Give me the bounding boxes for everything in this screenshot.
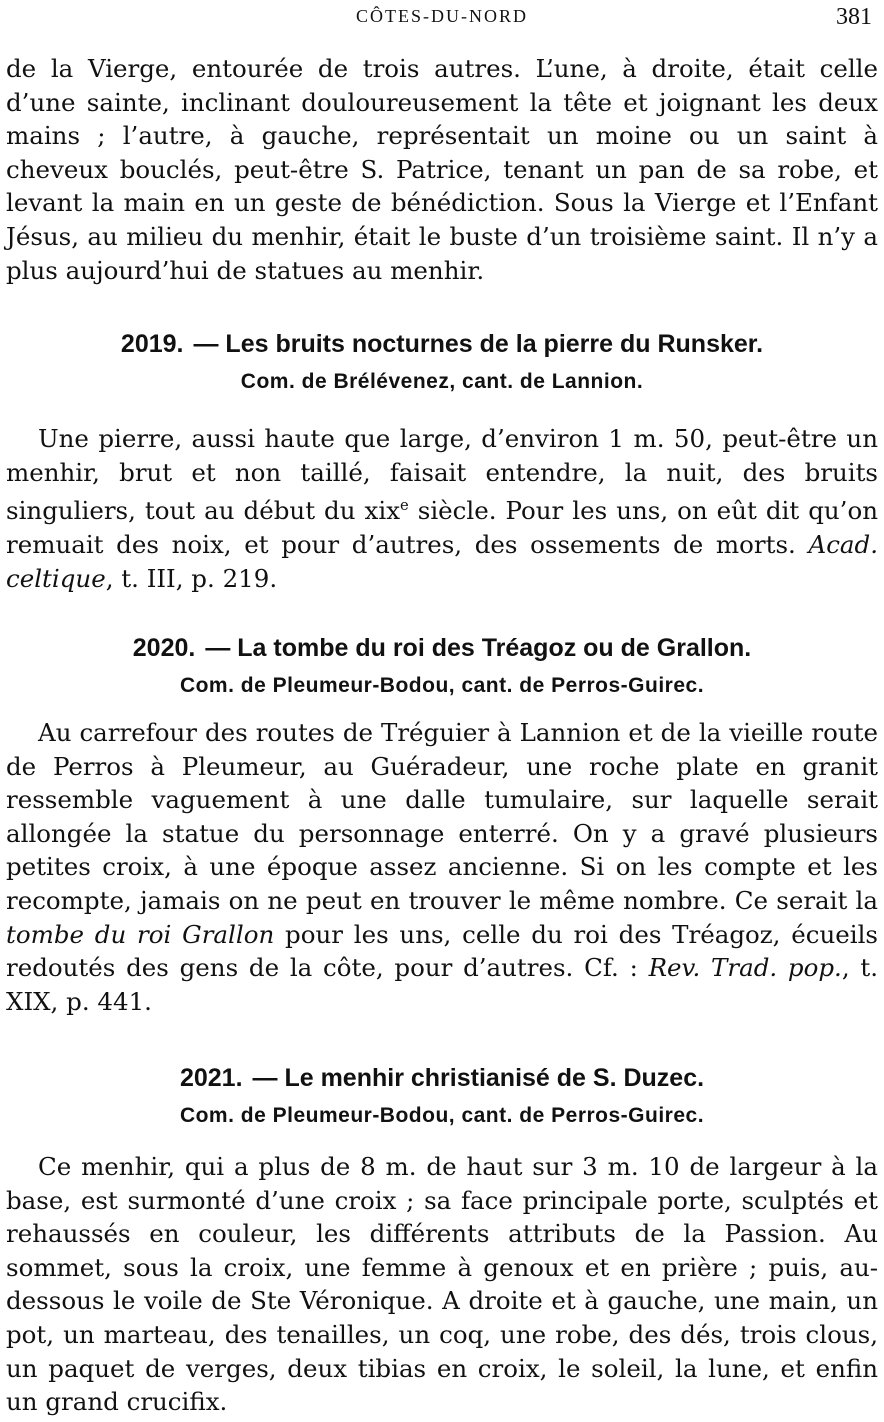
running-head <box>0 4 884 28</box>
section-2019-reference-title: Acad. celtique <box>6 529 878 593</box>
section-2021-heading: — Le menhir christianisé de S. Duzec. <box>252 1064 705 1092</box>
section-2019-reference-tail: , t. III, p. 219. <box>105 563 278 593</box>
section-2019-number: 2019. <box>120 330 184 358</box>
section-2019-heading: — Les bruits nocturnes de la pierre du Runsker. <box>193 330 764 358</box>
page-number: 381 <box>836 4 872 30</box>
section-2020-body-start: Au carrefour des routes de Tréguier à Lannion et de la vieille route de Perros à Pleumeur, au Guéradeur, une roche plate en granit ressemble vaguement à une dalle tumulaire, sur laquelle serait allongée la statue du personnage enterré. On y a gravé plusieurs petites croix, à une époque assez ancienne. Si on les compte et les recompte, jamais on ne peut en trouver le même nombre. Ce serait la <box>6 718 878 915</box>
section-2019-body <box>6 422 878 595</box>
section-2020-italic-phrase: tombe du roi Grallon <box>6 919 275 949</box>
section-2020-location: Com. de Pleumeur-Bodou, cant. de Perros-Guirec. <box>179 674 705 697</box>
section-2019-body-start: Une pierre, aussi haute que large, d’environ 1 m. 50, peut-être un menhir, brut et non taillé, faisait entendre, la nuit, des bruits singuliers, tout au début du <box>6 424 878 526</box>
section-2019-title <box>0 330 884 359</box>
section-2019-body-end: siècle. Pour les uns, on eût dit qu’on remuait des noix, et pour d’autres, des ossements de morts. <box>6 496 878 559</box>
intro-paragraph: de la Vierge, entourée de trois autres. L’une, à droite, était celle d’une sainte, inclinant douloureusement la tête et joignant les deux mains ; l’autre, à gauche, représentait un moine ou un saint à cheveux bouclés, peut-être S. Patrice, tenant un pan de sa robe, et levant la main en un geste de bénédiction. Sous la Vierge et l’Enfant Jésus, au milieu du menhir, était le buste d’un troisième saint. Il n’y a plus aujourd’hui de statues au menhir. <box>6 54 878 285</box>
section-2020-heading: — La tombe du roi des Tréagoz ou de Grallon. <box>205 634 752 662</box>
running-title: CÔTES-DU-NORD <box>356 6 528 26</box>
section-2020-reference-tail: , t. XIX, p. 441. <box>6 953 879 1016</box>
section-2020-body <box>6 716 878 1018</box>
section-2021-location: Com. de Pleumeur-Bodou, cant. de Perros-Guirec. <box>179 1104 705 1127</box>
section-2020-number: 2020. <box>132 634 196 662</box>
section-2020-body-middle: pour les uns, celle du roi des Tréagoz, écueils redoutés des gens de la côte, pour d’autres. Cf. : <box>6 919 879 983</box>
section-2020-reference-title: Rev. Trad. pop. <box>648 953 842 983</box>
section-2019-century-suffix: e <box>400 497 409 515</box>
section-2019-century: xix <box>364 496 401 526</box>
section-2021-number: 2021. <box>179 1064 243 1092</box>
section-2021-title <box>0 1064 884 1093</box>
section-2021-body: Ce menhir, qui a plus de 8 m. de haut sur 3 m. 10 de largeur à la base, est surmonté d’une croix ; sa face principale porte, sculptés et rehaussés en couleur, les différents attributs de la Passion. Au sommet, sous la croix, une femme à genoux et en prière ; puis, au-dessous le voile de Ste Véronique. A droite et à gauche, une main, un pot, un marteau, des tenailles, un coq, une robe, des dés, trois clous, un paquet de verges, deux tibias en croix, le soleil, la lune, et enfin un grand crucifix. <box>6 1152 878 1417</box>
section-2019-location: Com. de Brélévenez, cant. de Lannion. <box>240 370 644 393</box>
section-2020-title <box>0 634 884 663</box>
